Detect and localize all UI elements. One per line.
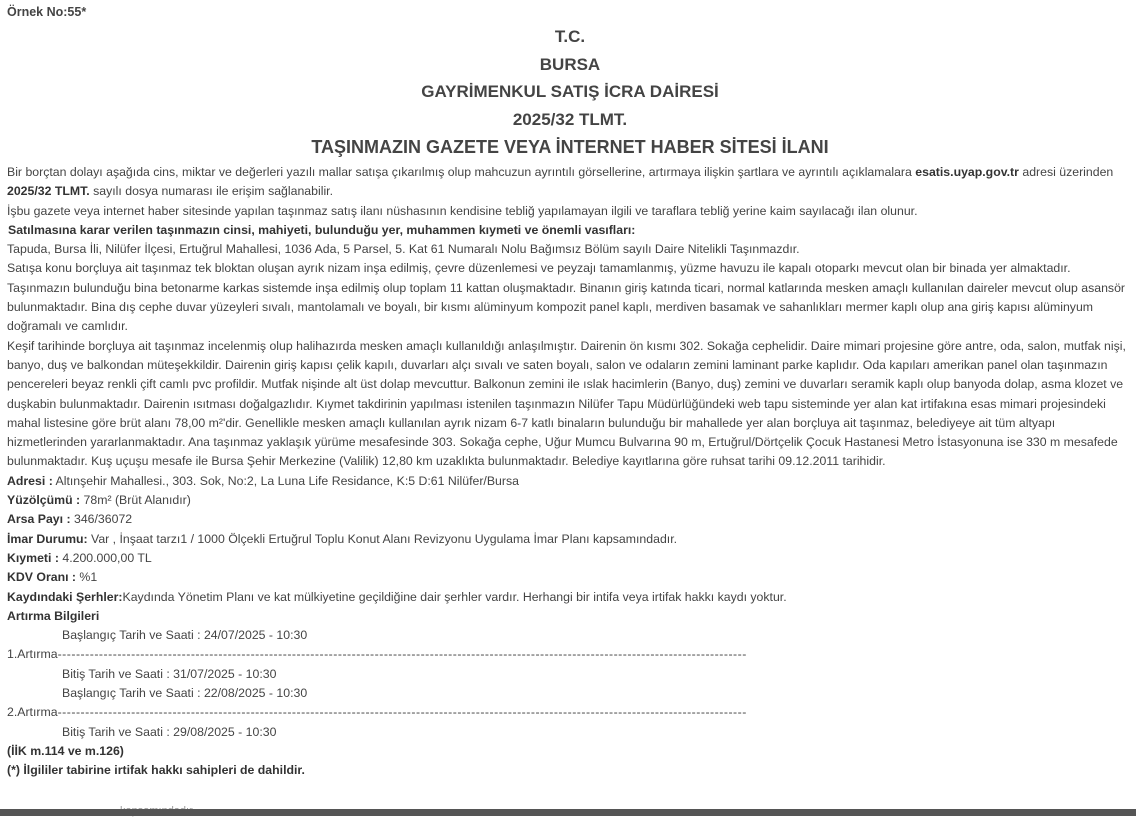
- header: [0, 26, 1140, 164]
- field-vat: KDV Oranı : %1: [7, 570, 98, 585]
- esatis-link[interactable]: esatis.uyap.gov.tr: [915, 165, 1019, 179]
- notice-paragraph: İşbu gazete veya internet haber sitesinde yapılan taşınmaz satış ilanı nüshasının kendisine tebliğ yapılamayan ilgili ve taraflara tebliğ yerine kaim sayılacağı ilan olunur.: [7, 203, 918, 218]
- auction-1-start: Başlangıç Tarih ve Saati : 24/07/2025 - 10:30: [62, 628, 308, 643]
- auction-heading: Artırma Bilgileri: [7, 608, 100, 623]
- tapu-description: Tapuda, Bursa İli, Nilüfer İlçesi, Ertuğrul Mahallesi, 1036 Ada, 5 Parsel, 5. Kat 61 Numaralı Nolu Bağımsız Bölüm sayılı Daire Nitelikli Taşınmazdır.: [7, 242, 800, 257]
- section-heading: Satılmasına karar verilen taşınmazın cinsi, mahiyeti, bulunduğu yer, muhammen kıymeti ve önemli vasıfları:: [8, 222, 636, 237]
- header-tc: T.C.: [554, 27, 586, 46]
- field-address: Adresi : Altınşehir Mahallesi., 303. Sok, No:2, La Luna Life Residance, K:5 D:61 Nilüfer/Bursa: [7, 473, 519, 488]
- header-city: BURSA: [539, 54, 601, 74]
- footnote: (*) İlgililer tabirine irtifak hakkı sahipleri de dahildir.: [7, 763, 305, 778]
- announcement-body: [7, 163, 1131, 781]
- auction-1-row: [7, 645, 1131, 664]
- intro-paragraph: Bir borçtan dolayı aşağıda cins, miktar ve değerleri yazılı mallar satışa çıkarılmış olup mahcuzun ayrıntılı görsellerine, artırmaya ilişkin şartlara ve ayrıntılı açıklamalara esatis.uyap.gov.tr adresi üzerinden 2025/32 TLMT. sayılı dosya numarası ile erişim sağlanabilir.: [7, 165, 1114, 199]
- auction-2-label: 2.Artırma: [7, 705, 58, 720]
- field-annotations: Kaydındaki Şerhler:Kaydında Yönetim Planı ve kat mülkiyetine geçildiğine dair şerhler vardır. Herhangi bir intifa veya irtifak hakkı kaydı yoktur.: [7, 589, 787, 604]
- field-value: Kıymeti : 4.200.000,00 TL: [7, 550, 152, 565]
- file-number: 2025/32 TLMT.: [7, 184, 90, 199]
- field-land-share: Arsa Payı : 346/36072: [7, 512, 133, 527]
- header-office: GAYRİMENKUL SATIŞ İCRA DAİRESİ: [421, 82, 719, 101]
- inspection-description: Keşif tarihinde borçluya ait taşınmaz incelenmiş olup halihazırda mesken amaçlı kullanıldığı anlaşılmıştır. Dairenin ön kısmı 302. Sokağa cephelidir. Daire mimari projesine göre antre, oda, salon, mutfak nişi, banyo, duş ve balkondan müteşekkildir. Dairenin giriş kapısı çelik kapılı, duvarları alçı sıvalı ve saten boyalı, salon ve odaların zemini laminant parke kaplıdır. Oda kapıları amerikan panel olan taşınmazın pencereleri beyaz renkli çift camlı pvc profildir. Mutfak nişinde alt üst dolap mevcuttur. Balkonun zemini ile ıslak hacimlerin (Banyo, duş) zemini ve duvarları seramik kaplı olup banyoda dolap, asma klozet ve duşkabin bulunmaktadır. Dairenin ısıtması doğalgazlıdır. Kıymet takdirinin yapılması istenilen taşınmazın Nilüfer Tapu Müdürlüğündeki web tapu sisteminde yer alan kat irtifakına esas mimari projesindeki mahal listesine göre brüt alanı 78,00 m²'dir. Genellikle mesken amaçlı kullanılan ayrık nizam 6-7 katlı binaların bulunduğu bir mahallede yer alan borçluya ait taşınmaz, belediyeye ait tüm altyapı hizmetlerinden yararlanmaktadır. Ana taşınmaz yaklaşık yürüme mesafesinde 303. Sokağa cephe, Uğur Mumcu Bulvarına 90 m, Ertuğrul/Dörtçelik Çocuk Hastanesi Metro İstasyonuna ise 330 m mesafede bulunmaktadır. Kuş uçuşu mesafe ile Bursa Şehir Merkezine (Valilik) 12,80 km uzaklıkta bulunmaktadır. Belediye kayıtlarına göre ruhsat tarihi 09.12.2011 tarihidir.: [7, 338, 1126, 469]
- auction-1-label: 1.Artırma: [7, 647, 58, 662]
- sample-number: Örnek No:55*: [7, 5, 87, 19]
- field-area: Yüzölçümü : 78m² (Brüt Alanıdır): [7, 493, 191, 508]
- horizontal-scrollbar[interactable]: [0, 809, 1136, 816]
- auction-2-start: Başlangıç Tarih ve Saati : 22/08/2025 - 10:30: [62, 686, 308, 701]
- header-file-number: 2025/32 TLMT.: [512, 109, 628, 129]
- law-reference: (İİK m.114 ve m.126): [7, 743, 124, 758]
- auction-1-end: Bitiş Tarih ve Saati : 31/07/2025 - 10:30: [62, 666, 277, 681]
- auction-2-end: Bitiş Tarih ve Saati : 29/08/2025 - 10:30: [62, 724, 277, 739]
- building-description: Satışa konu borçluya ait taşınmaz tek bloktan oluşan ayrık nizam inşa edilmiş, çevre düzenlemesi ve peyzajı tamamlanmış, yüzme havuzu ile kapalı otoparkı mevcut olan bir binada yer almaktadır. Taşınmazın bulunduğu bina betonarme karkas sistemde inşa edilmiş olup toplam 11 kattan oluşmaktadır. Binanın giriş katında ticari, normal katlarında mesken amaçlı kullanılan daireler mevcut olup asansör bulunmaktadır. Bina dış cephe duvar yüzeyleri sıvalı, mantolamalı ve boyalı, bir kısmı alüminyum kompozit panel kaplı, merdiven basamak ve sahanlıkları mermer kaplı olup ana giriş kapısı alüminyum doğramalı ve camlıdır.: [7, 261, 1126, 334]
- separator: ------------------------------------------------------------------------------------------------------------------------------------------------------: [57, 705, 747, 720]
- field-zoning: İmar Durumu: Var , İnşaat tarzı1 / 1000 Ölçekli Ertuğrul Toplu Konut Alanı Revizyonu Uygulama İmar Planı kapsamındadır.: [7, 531, 678, 546]
- auction-2-row: [7, 703, 1131, 722]
- separator: ------------------------------------------------------------------------------------------------------------------------------------------------------: [57, 647, 747, 662]
- header-announcement-title: TAŞINMAZIN GAZETE VEYA İNTERNET HABER SİTESİ İLANI: [311, 137, 829, 157]
